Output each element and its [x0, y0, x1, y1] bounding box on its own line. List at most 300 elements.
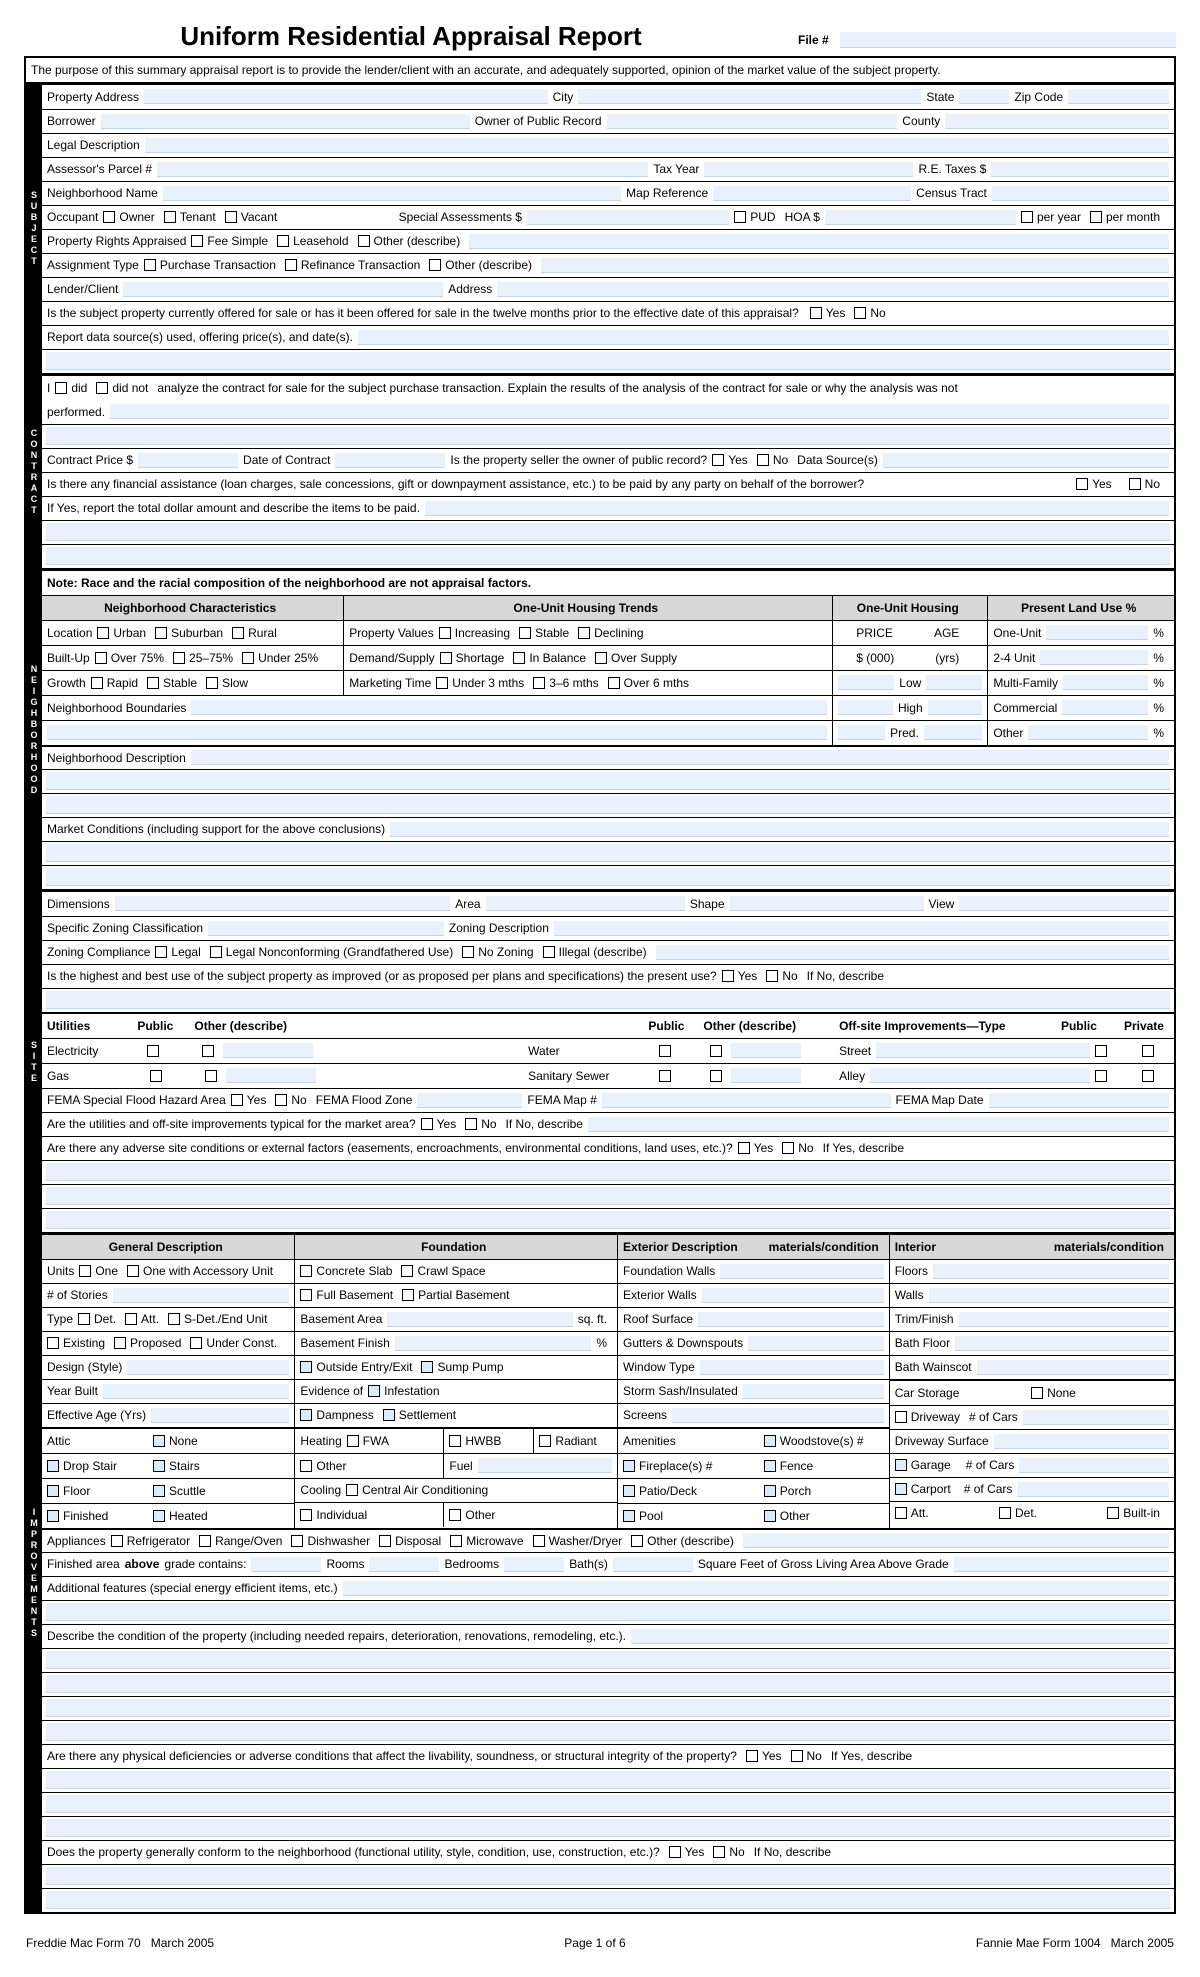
zoning-classification-input[interactable] [208, 921, 444, 936]
refrigerator-checkbox[interactable] [111, 1534, 190, 1548]
under-25-checkbox[interactable] [242, 651, 318, 665]
blank-input[interactable] [46, 1163, 1170, 1181]
market-conditions-input[interactable] [390, 822, 1169, 837]
blank-input[interactable] [46, 844, 1170, 862]
blank-input[interactable] [46, 352, 1170, 370]
offered-no-checkbox[interactable] [854, 306, 885, 320]
blank-row [42, 841, 1174, 865]
roof-surface-input[interactable] [698, 1312, 884, 1327]
checkbox-icon [595, 652, 607, 664]
legal-checkbox[interactable] [155, 945, 200, 959]
electricity-public-checkbox[interactable] [147, 1045, 159, 1057]
illegal-describe-checkbox[interactable] [543, 945, 647, 959]
over-75-checkbox[interactable] [95, 651, 164, 665]
settlement-checkbox[interactable] [383, 1408, 456, 1422]
form-cell [42, 721, 833, 745]
one-with-accessory-unit-checkbox[interactable] [127, 1264, 273, 1278]
blank-input[interactable] [46, 796, 1170, 814]
fema-flood-zone-label: FEMA Flood Zone [315, 1093, 413, 1108]
electricity-other-describe-input[interactable] [223, 1043, 313, 1058]
water-other-checkbox[interactable] [710, 1045, 722, 1057]
basement-finish-label: Basement Finish [300, 1336, 390, 1351]
walls-input[interactable] [929, 1288, 1169, 1303]
25-75-checkbox[interactable] [173, 651, 233, 665]
woodstove-s-checkbox[interactable] [764, 1434, 864, 1448]
over-supply-checkbox[interactable] [595, 651, 677, 665]
yes-label: Yes [753, 1141, 774, 1156]
zoning-illegal-describe-input[interactable] [656, 945, 1169, 960]
heating-other-checkbox[interactable] [300, 1459, 346, 1473]
file-number-input[interactable] [840, 32, 1176, 48]
landuse-one-unit-input[interactable] [1046, 625, 1148, 640]
street-private-checkbox[interactable] [1142, 1045, 1154, 1057]
car-storage-none-checkbox[interactable] [1031, 1386, 1076, 1400]
exterior-walls-input[interactable] [702, 1288, 884, 1303]
section-letter: O [30, 1551, 38, 1562]
offered-yes-checkbox[interactable] [810, 306, 846, 320]
microwave-label: Microwave [466, 1533, 524, 1548]
det-checkbox[interactable] [999, 1506, 1037, 1520]
financial-assistance-yes-checkbox[interactable] [1076, 477, 1112, 491]
fema-yes-checkbox[interactable] [231, 1093, 267, 1107]
refinance-transaction-checkbox[interactable] [285, 258, 420, 272]
re-taxes-input[interactable] [991, 162, 1169, 177]
porch-checkbox[interactable] [764, 1484, 811, 1498]
gross-living-area-input[interactable] [613, 1557, 693, 1572]
attic-none-checkbox[interactable] [153, 1434, 198, 1448]
checkbox-icon [164, 211, 176, 223]
sanitary-sewer-other-describe-input[interactable] [731, 1068, 801, 1083]
page-footer [24, 1914, 1176, 1950]
blank-input[interactable] [46, 1675, 1170, 1693]
shape-input[interactable] [730, 896, 924, 911]
alley-public-checkbox[interactable] [1095, 1070, 1107, 1082]
garage-cars-input[interactable] [1019, 1458, 1169, 1473]
driveway-checkbox[interactable] [895, 1410, 960, 1424]
form-row [618, 1379, 889, 1403]
amenities-other-checkbox[interactable] [764, 1509, 810, 1523]
scuttle-checkbox[interactable] [153, 1484, 206, 1498]
screens-input[interactable] [672, 1408, 884, 1423]
assignment-other-input[interactable] [541, 258, 1169, 273]
slow-checkbox[interactable] [206, 676, 248, 690]
refrigerator-label: Refrigerator [126, 1533, 191, 1548]
carport-cars-input[interactable] [1017, 1482, 1169, 1497]
blank-input[interactable] [46, 1651, 1170, 1669]
did-not-checkbox[interactable] [96, 381, 148, 395]
att-checkbox[interactable] [125, 1312, 159, 1326]
sanitary-sewer-other-checkbox[interactable] [710, 1070, 722, 1082]
fuel-input[interactable] [478, 1458, 612, 1473]
view-input[interactable] [959, 896, 1169, 911]
checkbox-icon [1107, 1507, 1119, 1519]
checkbox-icon [436, 677, 448, 689]
landuse-commercial-input[interactable] [1062, 700, 1148, 715]
street-input[interactable] [876, 1043, 1090, 1058]
type-label: Type [47, 1312, 74, 1327]
fwa-checkbox[interactable] [347, 1434, 389, 1448]
map-reference-input[interactable] [713, 186, 911, 201]
urban-label: Urban [113, 625, 147, 640]
blank-row [42, 793, 1174, 817]
trim-finish-label: Trim/Finish [894, 1312, 954, 1327]
conform-no-checkbox[interactable] [713, 1845, 744, 1859]
additional-features-input[interactable] [343, 1581, 1169, 1596]
disposal-checkbox[interactable] [379, 1534, 441, 1548]
window-type-input[interactable] [700, 1360, 884, 1375]
suburban-checkbox[interactable] [155, 626, 223, 640]
patio-deck-checkbox[interactable] [623, 1484, 697, 1498]
blank-input[interactable] [46, 1819, 1170, 1837]
checkbox-icon [206, 677, 218, 689]
form-row [618, 1307, 889, 1331]
s-det-end-unit-checkbox[interactable] [168, 1312, 267, 1326]
street-public-checkbox[interactable] [1095, 1045, 1107, 1057]
blank-input[interactable] [46, 427, 1170, 445]
blank-input[interactable] [46, 1795, 1170, 1813]
rural-checkbox[interactable] [232, 626, 277, 640]
blank-input[interactable] [46, 1211, 1170, 1229]
3-6-mths-checkbox[interactable] [533, 676, 598, 690]
utilities-describe-input[interactable] [588, 1117, 1169, 1132]
other-describe-checkbox[interactable] [631, 1534, 734, 1548]
checkbox-icon [764, 1485, 776, 1497]
stairs-checkbox[interactable] [153, 1459, 200, 1473]
contract-price-input[interactable] [138, 453, 238, 468]
assessors-parcel-input[interactable] [157, 162, 648, 177]
adverse-site-no-checkbox[interactable] [782, 1141, 813, 1155]
blank-input[interactable] [46, 1699, 1170, 1717]
increasing-checkbox[interactable] [439, 626, 510, 640]
appliances-other-input[interactable] [743, 1533, 1169, 1548]
microwave-checkbox[interactable] [450, 1534, 523, 1548]
price-low-input[interactable] [838, 675, 894, 690]
in-balance-checkbox[interactable] [513, 651, 586, 665]
owner-checkbox[interactable] [103, 210, 154, 224]
adverse-site-yes-checkbox[interactable] [738, 1141, 774, 1155]
blank-input[interactable] [46, 991, 1170, 1009]
checkbox-icon [210, 946, 222, 958]
deficiencies-yes-checkbox[interactable] [746, 1749, 782, 1763]
did-checkbox[interactable] [55, 381, 87, 395]
state-input[interactable] [959, 89, 1009, 104]
gas-other-checkbox[interactable] [205, 1070, 217, 1082]
concrete-slab-checkbox[interactable] [300, 1264, 392, 1278]
water-other-describe-input[interactable] [731, 1043, 801, 1058]
bedrooms-input[interactable] [369, 1557, 439, 1572]
stable-checkbox[interactable] [147, 676, 197, 690]
radiant-checkbox[interactable] [539, 1434, 596, 1448]
carport-checkbox[interactable] [895, 1482, 951, 1496]
heated-checkbox[interactable] [153, 1509, 208, 1523]
checkbox-icon [190, 1337, 202, 1349]
other-describe-checkbox[interactable] [358, 234, 461, 248]
price-pred-input[interactable] [838, 725, 885, 740]
basement-finish-input[interactable] [395, 1336, 592, 1351]
form-row [42, 181, 1174, 205]
range-oven-checkbox[interactable] [199, 1534, 282, 1548]
under-const-checkbox[interactable] [190, 1336, 277, 1350]
crawl-space-checkbox[interactable] [401, 1264, 485, 1278]
individual-label: Individual [316, 1507, 368, 1522]
county-input[interactable] [945, 114, 1169, 129]
blank-input[interactable] [46, 772, 1170, 790]
seller-owner-no-checkbox[interactable] [757, 453, 788, 467]
highest-best-yes-checkbox[interactable] [722, 969, 758, 983]
conform-yes-checkbox[interactable] [669, 1845, 705, 1859]
gas-other-describe-input[interactable] [226, 1068, 316, 1083]
radiant-label: Radiant [555, 1433, 597, 1448]
declining-checkbox[interactable] [578, 626, 643, 640]
age-pred-input[interactable] [924, 725, 983, 740]
blank-input[interactable] [46, 1187, 1170, 1205]
drop-stair-checkbox[interactable] [47, 1459, 117, 1473]
neighborhood-boundaries-input[interactable] [191, 700, 827, 715]
age-low-input[interactable] [926, 675, 982, 690]
gas-label: Gas [47, 1068, 70, 1083]
dampness-checkbox[interactable] [300, 1408, 373, 1422]
design-style-input[interactable] [127, 1360, 289, 1375]
blank-input[interactable] [46, 1771, 1170, 1789]
assessor-s-parcel-label: Assessor's Parcel # [47, 162, 152, 177]
sanitary-sewer-public-checkbox[interactable] [659, 1070, 671, 1082]
per-month-checkbox[interactable] [1090, 210, 1160, 224]
per-year-checkbox[interactable] [1021, 210, 1081, 224]
city-input[interactable] [578, 89, 921, 104]
checkbox-icon [368, 1385, 380, 1397]
blank-input[interactable] [46, 547, 1170, 565]
blank-input[interactable] [46, 1891, 1170, 1909]
gas-public-checkbox[interactable] [150, 1070, 162, 1082]
individual-checkbox[interactable] [300, 1508, 367, 1522]
att-checkbox[interactable] [895, 1506, 929, 1520]
garage-checkbox[interactable] [895, 1458, 951, 1472]
landuse-multi-family-input[interactable] [1063, 675, 1148, 690]
blank-input[interactable] [46, 1603, 1170, 1621]
form-row [42, 645, 1174, 670]
area-input[interactable] [486, 896, 685, 911]
vacant-checkbox[interactable] [225, 210, 277, 224]
rooms-input[interactable] [251, 1557, 321, 1572]
other-describe-checkbox[interactable] [429, 258, 532, 272]
exterior-walls-label: Exterior Walls [623, 1288, 697, 1303]
stories-input[interactable] [113, 1288, 290, 1303]
utilities-typical-no-checkbox[interactable] [465, 1117, 496, 1131]
form-row [26, 58, 1174, 82]
checkbox-icon [205, 1070, 217, 1082]
no-zoning-checkbox[interactable] [462, 945, 533, 959]
urban-checkbox[interactable] [97, 626, 146, 640]
tenant-checkbox[interactable] [164, 210, 216, 224]
census-tract-input[interactable] [992, 186, 1169, 201]
stable-checkbox[interactable] [519, 626, 569, 640]
finished-checkbox[interactable] [47, 1509, 108, 1523]
legal-description-input[interactable] [145, 138, 1169, 153]
trim-finish-input[interactable] [959, 1312, 1169, 1327]
neighborhood-description-input[interactable] [191, 750, 1169, 765]
blank-input[interactable] [46, 1723, 1170, 1741]
dishwasher-checkbox[interactable] [291, 1534, 370, 1548]
zip-code-input[interactable] [1068, 89, 1169, 104]
fence-checkbox[interactable] [764, 1459, 813, 1473]
does-the-property-generally-conform-to-the-label: Does the property generally conform to the neighborhood (functional utility, style, condition, use, construction, etc.)? [47, 1845, 660, 1860]
sump-pump-checkbox[interactable] [421, 1360, 503, 1374]
report-data-sources-input[interactable] [358, 330, 1169, 345]
alley-private-checkbox[interactable] [1142, 1070, 1154, 1082]
none-label: None [169, 1433, 198, 1448]
infestation-checkbox[interactable] [368, 1384, 439, 1398]
section-letter: B [30, 718, 38, 729]
property-address-input[interactable] [144, 89, 548, 104]
proposed-checkbox[interactable] [114, 1336, 181, 1350]
lender-client-input[interactable] [123, 282, 443, 297]
checkbox-icon [712, 454, 724, 466]
floors-input[interactable] [933, 1264, 1169, 1279]
legal-nonconforming-grandfathered-use-checkbox[interactable] [210, 945, 453, 959]
hoa-input[interactable] [825, 210, 1016, 225]
neighborhood-boundaries-2-input[interactable] [47, 725, 827, 740]
section-letter: D [30, 784, 38, 795]
washer-dryer-checkbox[interactable] [533, 1534, 623, 1548]
cooling-other-checkbox[interactable] [449, 1508, 495, 1522]
form-cell [759, 1429, 889, 1453]
form-cell [523, 1039, 806, 1063]
property-rights-other-input[interactable] [469, 234, 1169, 249]
blank-input[interactable] [46, 523, 1170, 541]
bath-wainscot-label: Bath Wainscot [894, 1360, 972, 1375]
basement-area-label: Basement Area [300, 1312, 383, 1327]
under-3-mths-checkbox[interactable] [436, 676, 524, 690]
storm-sash-input[interactable] [743, 1384, 884, 1399]
purchase-transaction-checkbox[interactable] [144, 258, 276, 272]
section-content [42, 85, 1174, 373]
special-assessments-input[interactable] [527, 210, 729, 225]
section-letter: S [30, 1039, 37, 1050]
outside-entry-exit-checkbox[interactable] [300, 1360, 412, 1374]
blank-row [42, 1720, 1174, 1744]
lender-address-input[interactable] [497, 282, 1169, 297]
built-in-checkbox[interactable] [1107, 1506, 1160, 1520]
yes-label: Yes [825, 306, 846, 321]
contract-analysis-input[interactable] [110, 404, 1169, 419]
section-letter: E [30, 234, 37, 245]
zoning-description-input[interactable] [554, 921, 1169, 936]
fema-map-input[interactable] [602, 1093, 891, 1108]
fema-map-date-input[interactable] [989, 1093, 1169, 1108]
storm-sash-insulated-label: Storm Sash/Insulated [623, 1384, 738, 1399]
owner-of-public-record-input[interactable] [607, 114, 898, 129]
fema-no-checkbox[interactable] [275, 1093, 306, 1107]
utilities-label: Utilities [47, 1018, 91, 1033]
rapid-checkbox[interactable] [91, 676, 138, 690]
basement-area-input[interactable] [387, 1312, 572, 1327]
tax-year-input[interactable] [704, 162, 913, 177]
zoning-description-label: Zoning Description [448, 921, 549, 936]
blank-input[interactable] [46, 868, 1170, 886]
dimensions-input[interactable] [115, 896, 451, 911]
pud-checkbox[interactable] [734, 210, 775, 224]
water-public-checkbox[interactable] [659, 1045, 671, 1057]
carport-label: Carport [910, 1482, 951, 1497]
hwbb-checkbox[interactable] [449, 1434, 501, 1448]
leasehold-label: Leasehold [293, 234, 349, 249]
property-condition-input[interactable] [631, 1629, 1169, 1644]
year-built-input[interactable] [103, 1384, 289, 1399]
page-title: Uniform Residential Appraisal Report [180, 21, 642, 51]
utilities-typical-yes-checkbox[interactable] [421, 1117, 457, 1131]
landuse-2-4-unit-input[interactable] [1040, 650, 1148, 665]
assistance-amount-input[interactable] [425, 501, 1169, 516]
det-checkbox[interactable] [78, 1312, 116, 1326]
full-basement-label: Full Basement [316, 1288, 394, 1303]
alley-input[interactable] [870, 1068, 1090, 1083]
age-high-input[interactable] [928, 700, 983, 715]
blank-input[interactable] [46, 1867, 1170, 1885]
over-6-mths-checkbox[interactable] [608, 676, 689, 690]
leasehold-checkbox[interactable] [277, 234, 348, 248]
baths-input[interactable] [504, 1557, 564, 1572]
section-letter: T [31, 256, 37, 267]
landuse-other-input[interactable] [1028, 725, 1148, 740]
form-cell [618, 1479, 759, 1503]
driveway-cars-input[interactable] [1023, 1410, 1169, 1425]
fema-flood-zone-input[interactable] [417, 1093, 522, 1108]
gla-value-input[interactable] [954, 1557, 1169, 1572]
form-cell [148, 1479, 294, 1503]
grid-column [42, 1235, 294, 1528]
driveway-surface-input[interactable] [994, 1434, 1169, 1449]
neighborhood-name-input[interactable] [163, 186, 621, 201]
bath-floor-input[interactable] [955, 1336, 1169, 1351]
section-content [42, 1235, 1174, 1912]
one-checkbox[interactable] [79, 1264, 118, 1278]
highest-best-no-checkbox[interactable] [766, 969, 797, 983]
effective-age-input[interactable] [151, 1408, 289, 1423]
fee-simple-checkbox[interactable] [191, 234, 268, 248]
borrower-input[interactable] [101, 114, 470, 129]
gutters-downspouts-input[interactable] [748, 1336, 884, 1351]
full-basement-checkbox[interactable] [300, 1288, 393, 1302]
electricity-other-checkbox[interactable] [202, 1045, 214, 1057]
pool-checkbox[interactable] [623, 1509, 663, 1523]
date-of-contract-input[interactable] [335, 453, 445, 468]
one-with-accessory-unit-label: One with Accessory Unit [143, 1264, 274, 1279]
square-feet-of-gross-living-area-above-gra-label: Square Feet of Gross Living Area Above Grade [697, 1557, 949, 1572]
price-high-input[interactable] [838, 700, 893, 715]
existing-checkbox[interactable] [47, 1336, 105, 1350]
foundation-walls-input[interactable] [720, 1264, 883, 1279]
partial-basement-checkbox[interactable] [402, 1288, 509, 1302]
bath-wainscot-input[interactable] [977, 1360, 1169, 1375]
central-air-conditioning-checkbox[interactable] [346, 1483, 488, 1497]
settlement-label: Settlement [398, 1408, 457, 1423]
i-label: I [47, 380, 51, 395]
section-strip-neighborhood [26, 571, 42, 889]
seller-owner-yes-checkbox[interactable] [712, 453, 748, 467]
deficiencies-no-checkbox[interactable] [791, 1749, 822, 1763]
floor-checkbox[interactable] [47, 1484, 90, 1498]
owner-label: Owner [119, 210, 155, 225]
data-sources-input[interactable] [883, 453, 1169, 468]
form-row [42, 1012, 1174, 1038]
under-25-label: Under 25% [258, 650, 319, 665]
form-row [42, 1038, 1174, 1063]
shortage-checkbox[interactable] [440, 651, 505, 665]
are-there-any-adverse-site-conditions-or-e-label: Are there any adverse site conditions or external factors (easements, encroachments, environmental conditions, land uses, etc.)? [47, 1141, 733, 1156]
financial-assistance-no-checkbox[interactable] [1129, 477, 1160, 491]
fireplace-s-checkbox[interactable] [623, 1459, 712, 1473]
marketing-time-label: Marketing Time [349, 675, 432, 690]
